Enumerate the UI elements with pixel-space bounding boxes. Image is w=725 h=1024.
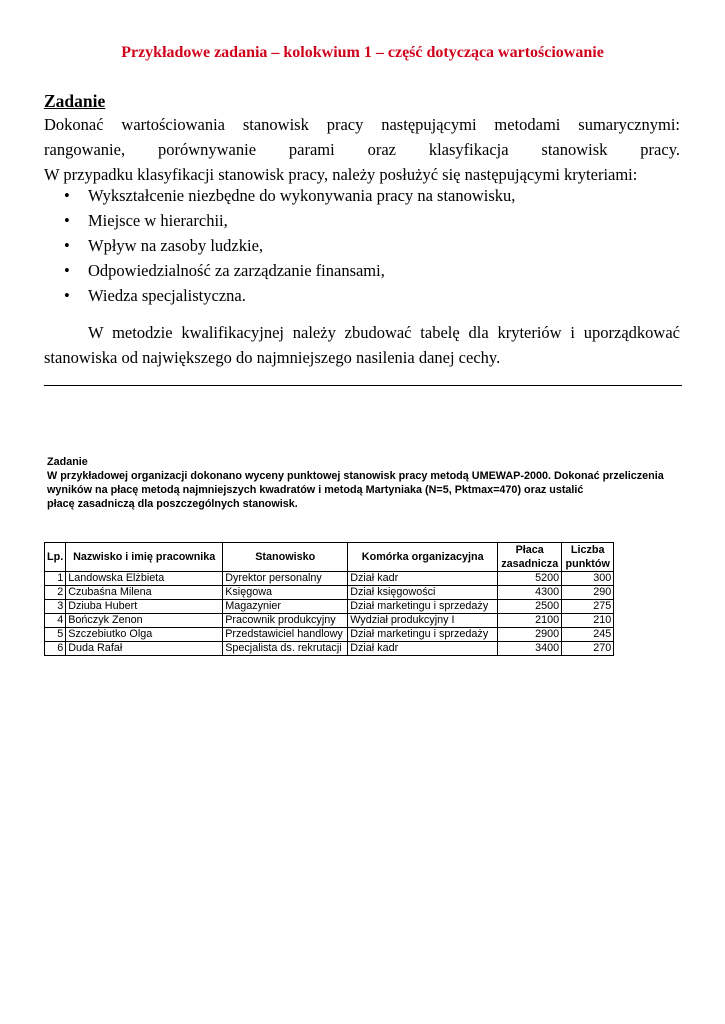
task2-line-2: wyników na płacę metodą najmniejszych kwadratów i metodą Martyniaka (N=5, Pktmax=470) oraz ustalić bbox=[47, 484, 584, 496]
bullet-icon: • bbox=[64, 211, 70, 230]
criteria-list bbox=[44, 183, 680, 308]
list-item: • Wykształcenie niezbędne do wykonywania pracy na stanowisku, bbox=[44, 183, 680, 208]
bullet-icon: • bbox=[64, 286, 70, 305]
table-row: 1 Landowska Elżbieta Dyrektor personalny Dział kadr 5200 300 bbox=[45, 572, 614, 586]
table-row: 6 Duda Rafał Specjalista ds. rekrutacji Dział kadr 3400 270 bbox=[45, 642, 614, 656]
table-header-row bbox=[45, 543, 614, 572]
list-item: • Miejsce w hierarchii, bbox=[44, 208, 680, 233]
method-line-2: stanowiska od największego do najmniejszego nasilenia danej cechy. bbox=[44, 348, 501, 367]
list-item: • Wiedza specjalistyczna. bbox=[44, 283, 680, 308]
table-row: 4 Bończyk Zenon Pracownik produkcyjny Wydział produkcyjny I 2100 210 bbox=[45, 614, 614, 628]
task2-line-3: płacę zasadniczą dla poszczególnych stanowisk. bbox=[47, 498, 298, 510]
header-points: Liczba punktów bbox=[562, 543, 614, 572]
table-row: 5 Szczebiutko Olga Przedstawiciel handlowy Dział marketingu i sprzedaży 2900 245 bbox=[45, 628, 614, 642]
header-position: Stanowisko bbox=[223, 543, 348, 572]
task1-intro bbox=[44, 112, 680, 187]
header-lp: Lp. bbox=[45, 543, 66, 572]
method-paragraph bbox=[44, 320, 680, 370]
bullet-icon: • bbox=[64, 186, 70, 205]
method-line-1: W metodzie kwalifikacyjnej należy zbudować tabelę dla kryteriów i uporządkować bbox=[88, 323, 680, 342]
salary-table bbox=[44, 542, 614, 656]
task2-text bbox=[47, 455, 687, 511]
header-name: Nazwisko i imię pracownika bbox=[66, 543, 223, 572]
task1-heading: Zadanie bbox=[44, 91, 106, 111]
intro-line-1: Dokonać wartościowania stanowisk pracy następującymi metodami sumarycznymi: bbox=[44, 115, 680, 134]
header-unit: Komórka organizacyjna bbox=[348, 543, 498, 572]
document-title: Przykładowe zadania – kolokwium 1 – część dotycząca wartościowanie bbox=[121, 44, 604, 61]
bullet-icon: • bbox=[64, 261, 70, 280]
table-row: 2 Czubaśna Milena Księgowa Dział księgowości 4300 290 bbox=[45, 586, 614, 600]
table-row: 3 Dziuba Hubert Magazynier Dział marketingu i sprzedaży 2500 275 bbox=[45, 600, 614, 614]
header-salary: Płaca zasadnicza bbox=[498, 543, 562, 572]
task2-heading: Zadanie bbox=[47, 456, 88, 468]
task2-line-1: W przykładowej organizacji dokonano wyceny punktowej stanowisk pracy metodą UMEWAP-2000. Dokonać przeliczenia bbox=[47, 470, 664, 482]
list-item: • Wpływ na zasoby ludzkie, bbox=[44, 233, 680, 258]
intro-line-3: W przypadku klasyfikacji stanowisk pracy, należy posłużyć się następującymi kryteriami: bbox=[44, 165, 638, 184]
intro-line-2: rangowanie, porównywanie parami oraz klasyfikacja stanowisk pracy. bbox=[44, 140, 680, 159]
list-item: • Odpowiedzialność za zarządzanie finansami, bbox=[44, 258, 680, 283]
section-divider bbox=[44, 385, 682, 386]
bullet-icon: • bbox=[64, 236, 70, 255]
